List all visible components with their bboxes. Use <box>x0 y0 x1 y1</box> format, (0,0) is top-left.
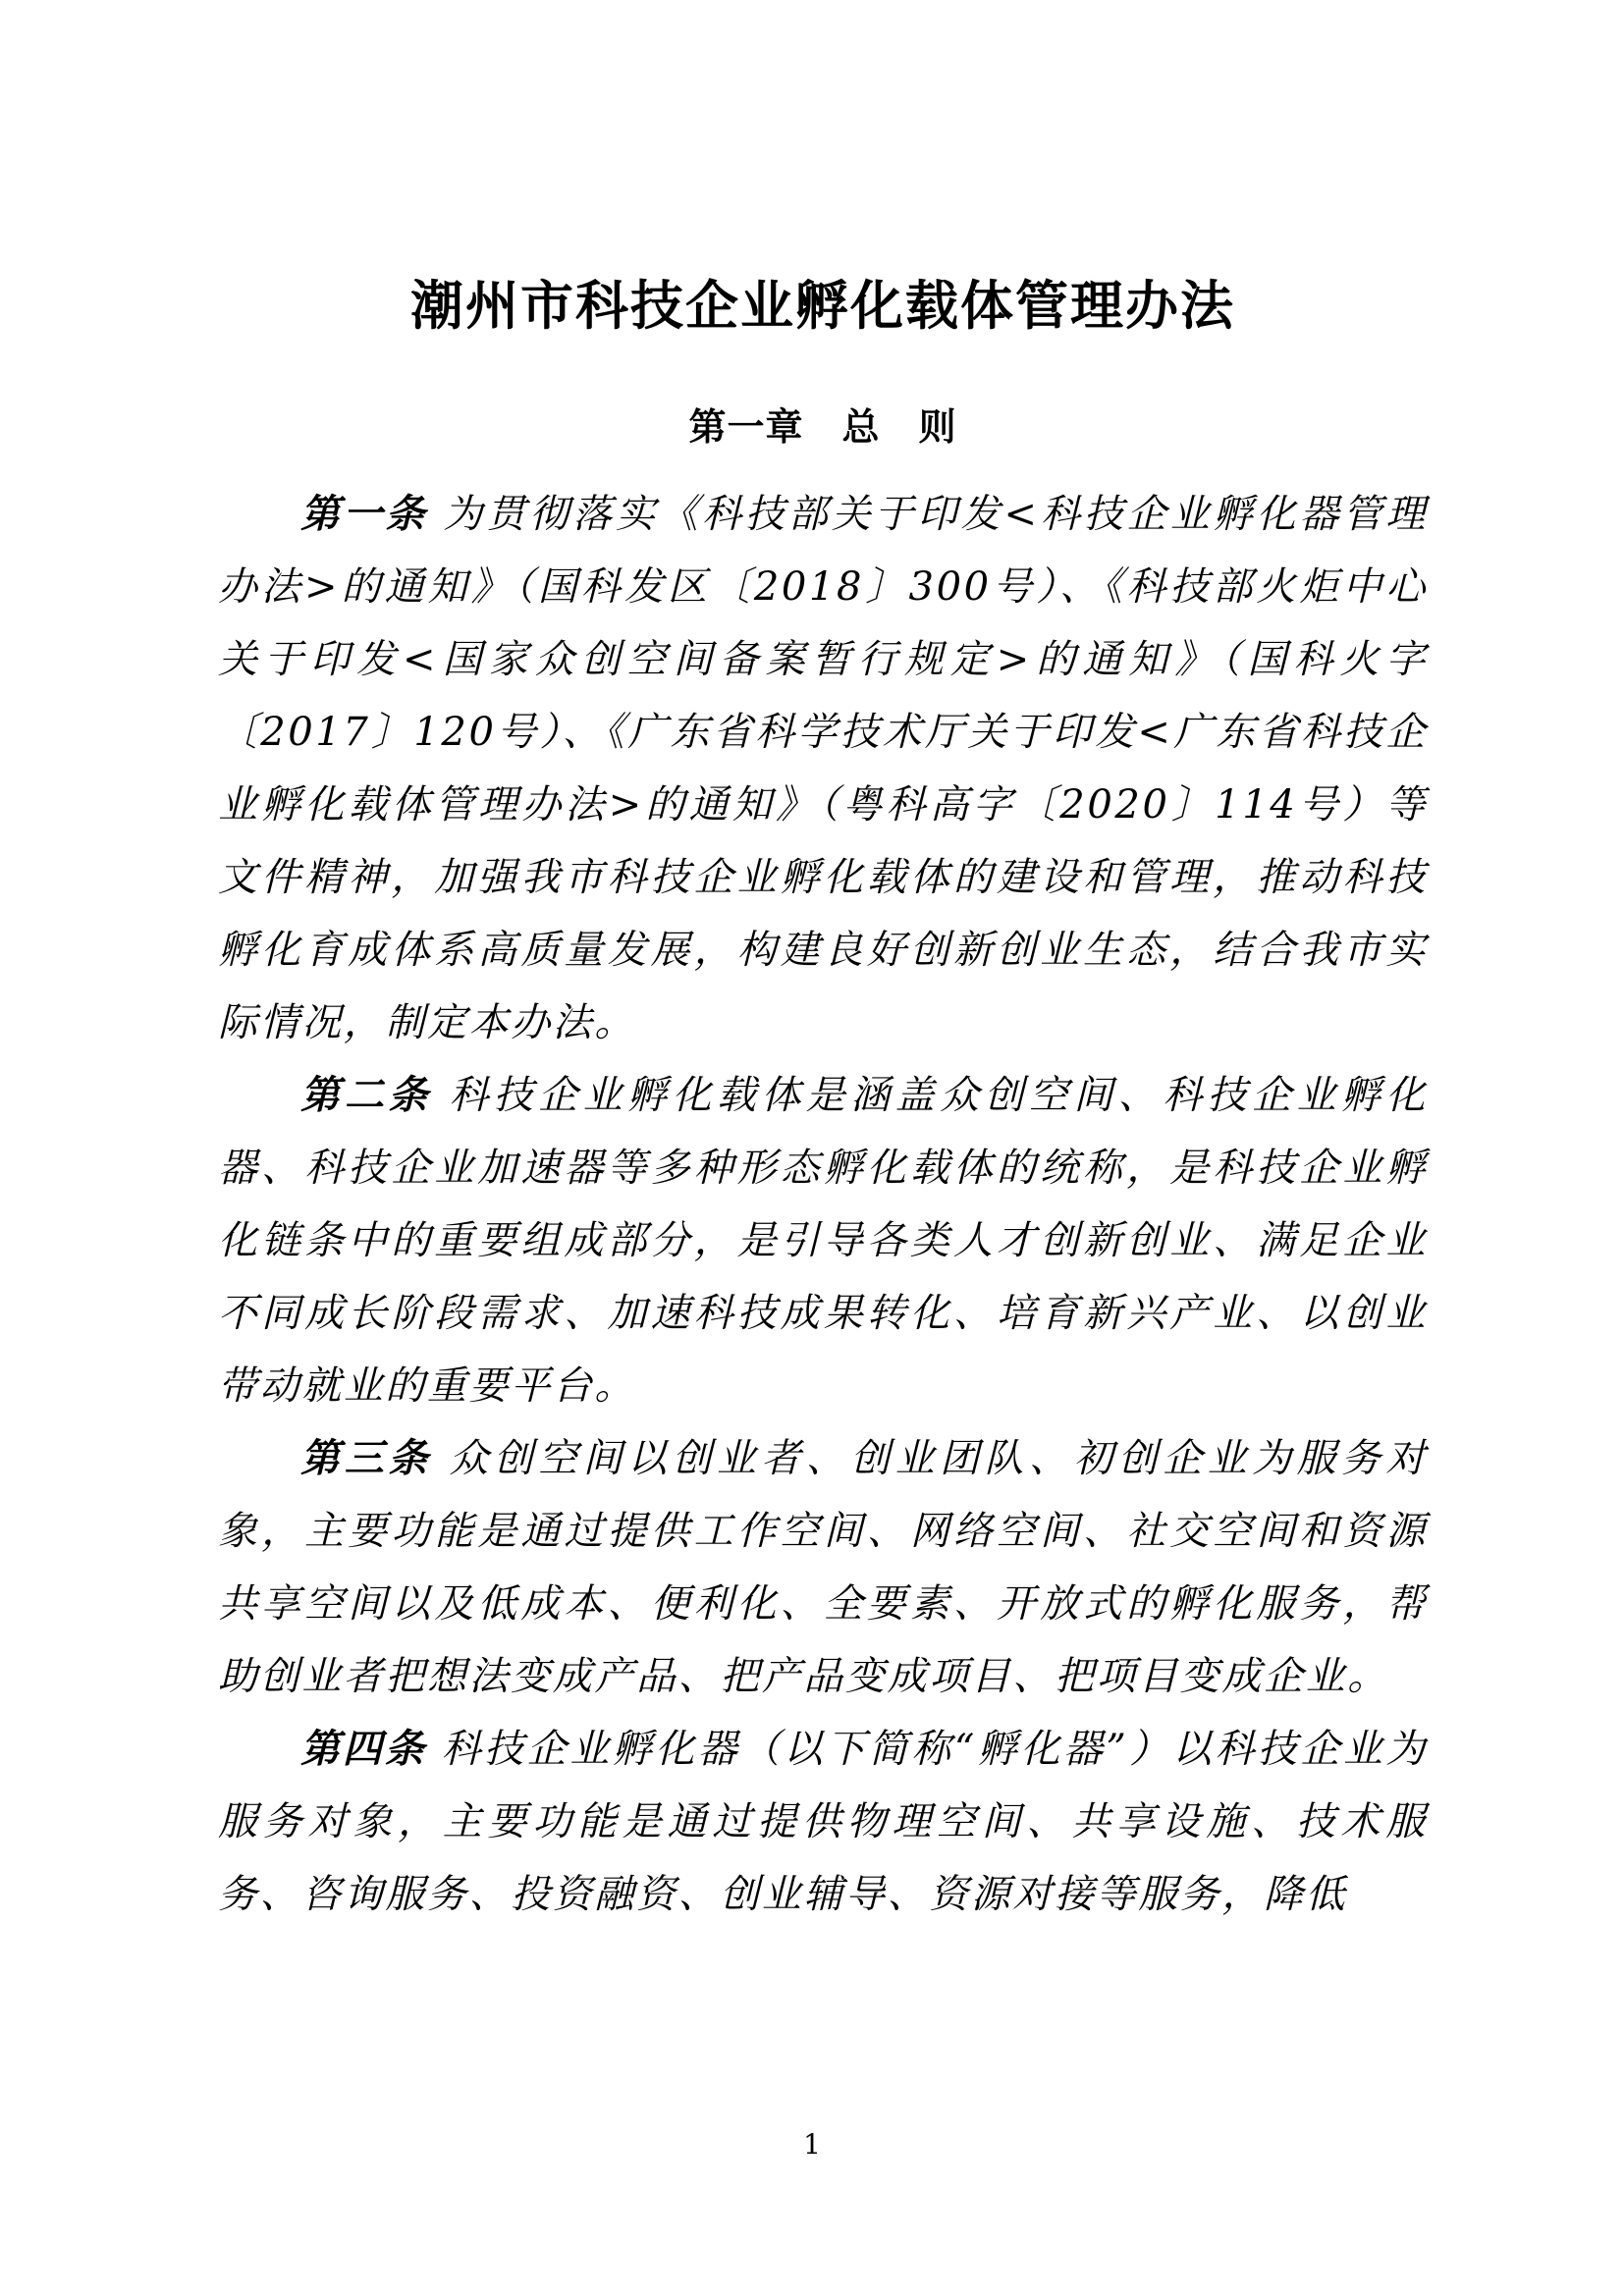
article-3-label: 第三条 <box>300 1434 433 1481</box>
article-3-text: 众创空间以创业者、创业团队、初创企业为服务对象，主要功能是通过提供工作空间、网络空间、社交空间和资源共享空间以及低成本、便利化、全要素、开放式的孵化服务，帮助创业者把想法变成产品、把产品变成项目、把项目变成企业。 <box>218 1435 1429 1699</box>
article-3 <box>218 1422 1428 1713</box>
article-4 <box>218 1713 1428 1931</box>
article-1-label: 第一条 <box>300 490 429 537</box>
page-number: 1 <box>803 2128 821 2161</box>
document-body <box>218 0 1428 1931</box>
article-2-label: 第二条 <box>300 1071 433 1118</box>
article-1-text: 为贯彻落实《科技部关于印发<科技企业孵化器管理办法>的通知》（国科发区〔2018〕300号）、《科技部火炬中心关于印发<国家众创空间备案暂行规定>的通知》（国科火字〔2017〕120号）、《广东省科学技术厅关于印发<广东省科技企业孵化载体管理办法>的通知》（粤科高字〔2020〕114号）等文件精神，加强我市科技企业孵化载体的建设和管理，推动科技孵化育成体系高质量发展，构建良好创新创业生态，结合我市实际情况，制定本办法。 <box>218 491 1429 1045</box>
page-title: 潮州市科技企业孵化载体管理办法 <box>410 274 1235 337</box>
chapter-heading: 第一章 总 则 <box>688 405 957 450</box>
article-2-text: 科技企业孵化载体是涵盖众创空间、科技企业孵化器、科技企业加速器等多种形态孵化载体的统称，是科技企业孵化链条中的重要组成部分，是引导各类人才创新创业、满足企业不同成长阶段需求、加速科技成果转化、培育新兴产业、以创业带动就业的重要平台。 <box>218 1072 1429 1409</box>
article-4-text: 科技企业孵化器（以下简称“孵化器”）以科技企业为服务对象，主要功能是通过提供物理空间、共享设施、技术服务、咨询服务、投资融资、创业辅导、资源对接等服务，降低 <box>218 1726 1428 1917</box>
article-1 <box>218 451 1428 1059</box>
article-4-label: 第四条 <box>300 1725 427 1772</box>
article-2 <box>218 1059 1428 1422</box>
